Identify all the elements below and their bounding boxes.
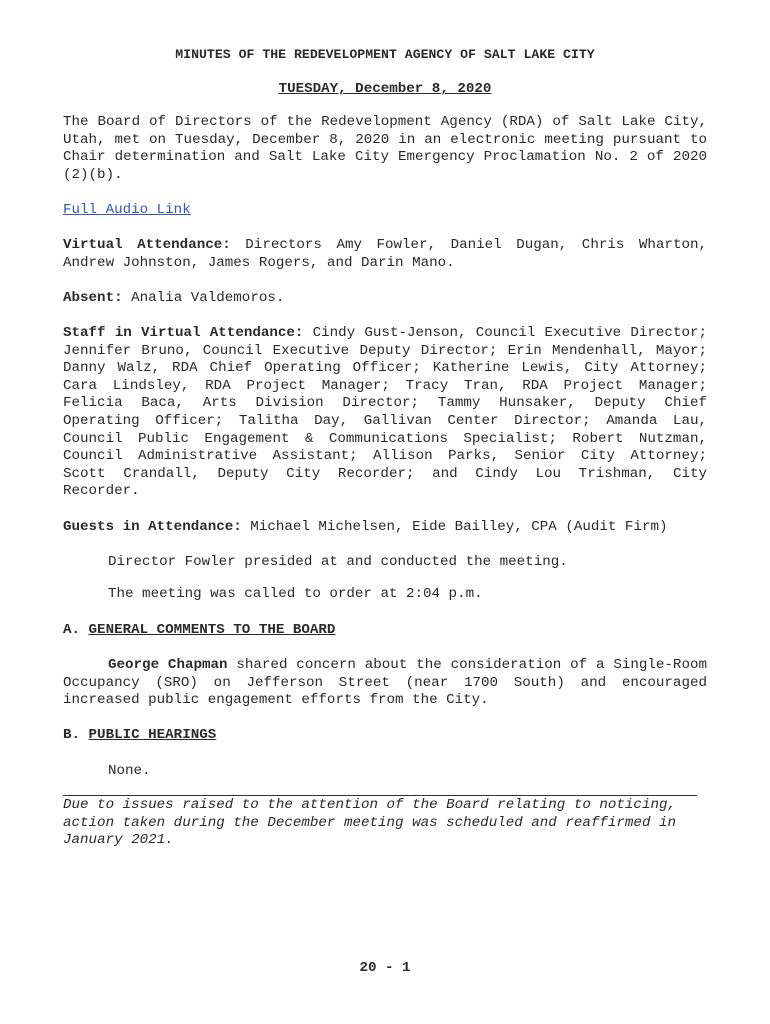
section-b-title: PUBLIC HEARINGS xyxy=(88,727,217,743)
section-a-heading xyxy=(63,622,335,640)
intro-paragraph: The Board of Directors of the Redevelopment Agency (RDA) of Salt Lake City, Utah, met on Tuesday, December 8, 2020 in an electronic meeting pursuant to Chair determination and Salt Lake City Emergency Proclamation No. 2 of 2020 (2)(b). xyxy=(63,114,707,183)
page-number: 20 - 1 xyxy=(359,960,411,976)
section-b-text: None. xyxy=(108,763,151,779)
absent xyxy=(63,290,707,308)
absent-label: Absent: xyxy=(63,290,123,306)
section-b-letter: B. xyxy=(63,727,81,743)
staff-attendance-names: Cindy Gust-Jenson, Council Executive Director; Jennifer Bruno, Council Executive Deputy Director; Erin Mendenhall, Mayor; Danny Walz, RDA Chief Operating Officer; Katherine Lewis, City Attorney; Cara Lindsley, RDA Project Manager; Tracy Tran, RDA Project Manager; Felicia Baca, Arts Division Director; Tammy Hunsaker, Deputy Chief Operating Officer; Talitha Day, Gallivan Center Director; Amanda Lau, Council Public Engagement & Communications Specialist; Robert Nutzman, Council Administrative Assistant; Allison Parks, Senior City Attorney; Scott Crandall, Deputy City Recorder; and Cindy Lou Trishman, City Recorder. xyxy=(63,325,707,500)
document-title: MINUTES OF THE REDEVELOPMENT AGENCY OF SALT LAKE CITY xyxy=(175,47,595,62)
staff-attendance-label: Staff in Virtual Attendance: xyxy=(63,325,304,341)
full-audio-link[interactable]: Full Audio Link xyxy=(63,202,191,218)
meeting-date: TUESDAY, December 8, 2020 xyxy=(278,81,492,97)
section-a-title: GENERAL COMMENTS TO THE BOARD xyxy=(88,622,336,638)
guests-attendance-label: Guests in Attendance: xyxy=(63,519,242,535)
audio-link-line xyxy=(63,202,707,220)
section-a-letter: A. xyxy=(63,622,81,638)
staff-attendance xyxy=(63,325,707,501)
speaker-comment: shared concern about the consideration of a Single-Room Occupancy (SRO) on Jefferson Street (near 1700 South) and encouraged increased public engagement efforts from the City. xyxy=(63,657,707,709)
guests-attendance-names: Michael Michelsen, Eide Bailley, CPA (Audit Firm) xyxy=(241,519,668,535)
section-a-paragraph xyxy=(63,657,707,710)
guests-attendance xyxy=(63,519,707,537)
virtual-attendance-label: Virtual Attendance: xyxy=(63,237,231,253)
called-to-order-statement: The meeting was called to order at 2:04 p.m. xyxy=(108,586,483,602)
absent-names: Analia Valdemoros. xyxy=(122,290,285,306)
footnote: Due to issues raised to the attention of the Board relating to noticing, action taken during the December meeting was scheduled and reaffirmed in January 2021. xyxy=(63,797,676,849)
speaker-name: George Chapman xyxy=(108,657,228,673)
virtual-attendance-names: Directors Amy Fowler, Daniel Dugan, Chris Wharton, Andrew Johnston, James Rogers, and Darin Mano. xyxy=(63,237,708,271)
footnote-divider xyxy=(63,795,697,796)
virtual-attendance xyxy=(63,237,707,272)
presided-statement: Director Fowler presided at and conducted the meeting. xyxy=(108,554,568,570)
section-b-heading xyxy=(63,727,216,745)
